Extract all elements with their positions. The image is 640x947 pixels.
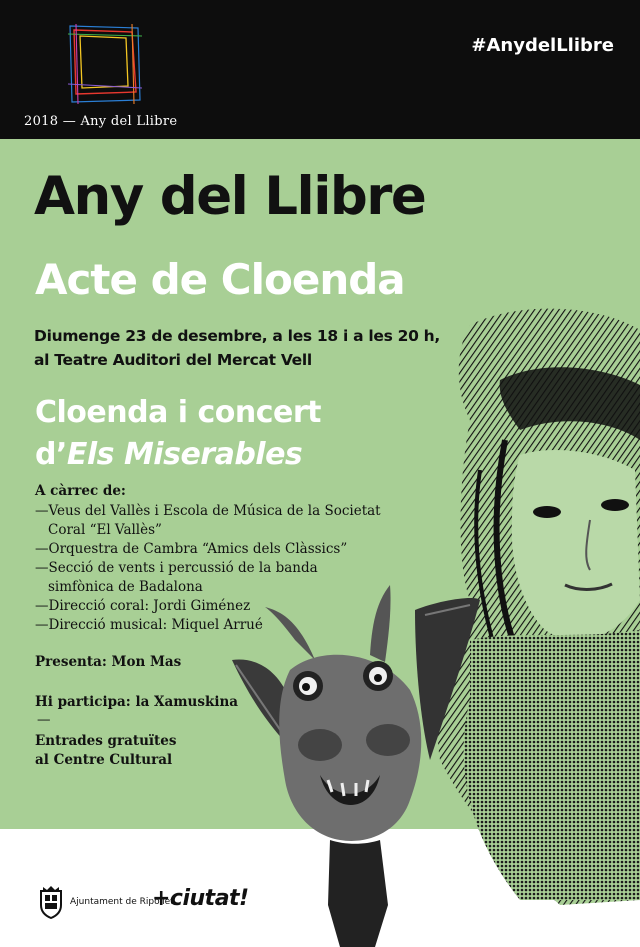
concert-title-work: Els Miserables [66,437,303,472]
council-label: Ajuntament de Ripollet [70,897,174,907]
credit-line: —Orquestra de Cambra “Amics dels Clàssics” [35,541,348,557]
concert-title-line-1: Cloenda i concert [35,395,322,430]
credit-line: —Direcció coral: Jordi Giménez [35,598,251,614]
concert-title-line-2 [35,437,303,472]
event-venue: al Teatre Auditori del Mercat Vell [34,351,312,369]
concert-title-prefix: d’ [35,437,67,472]
credit-line: Coral “El Vallès” [48,522,162,538]
ciutat-logo: +ciutat! [152,886,249,911]
presenter: Presenta: Mon Mas [35,654,182,670]
book-year-logo [66,22,144,106]
tickets-line-1: Entrades gratuïtes [35,733,177,749]
logo-caption: 2018 — Any del Llibre [24,114,178,129]
credit-line: —Direcció musical: Miquel Arrué [35,617,263,633]
participant: Hi participa: la Xamuskina [35,694,239,710]
hashtag: #AnydelLlibre [471,35,614,56]
separator-dash: — [37,712,51,728]
credits-heading: A càrrec de: [35,483,126,499]
subtitle: Acte de Cloenda [35,255,405,304]
event-date: Diumenge 23 de desembre, a les 18 i a les 20 h, [34,327,440,345]
credit-line: —Secció de vents i percussió de la banda [35,560,318,576]
dragon-figure [232,585,480,947]
tickets-line-2: al Centre Cultural [35,752,173,768]
credit-line: simfònica de Badalona [48,579,203,595]
credit-line: —Veus del Vallès i Escola de Música de la Societat [35,503,381,519]
main-title: Any del Llibre [34,166,426,227]
council-crest-icon [38,885,64,919]
